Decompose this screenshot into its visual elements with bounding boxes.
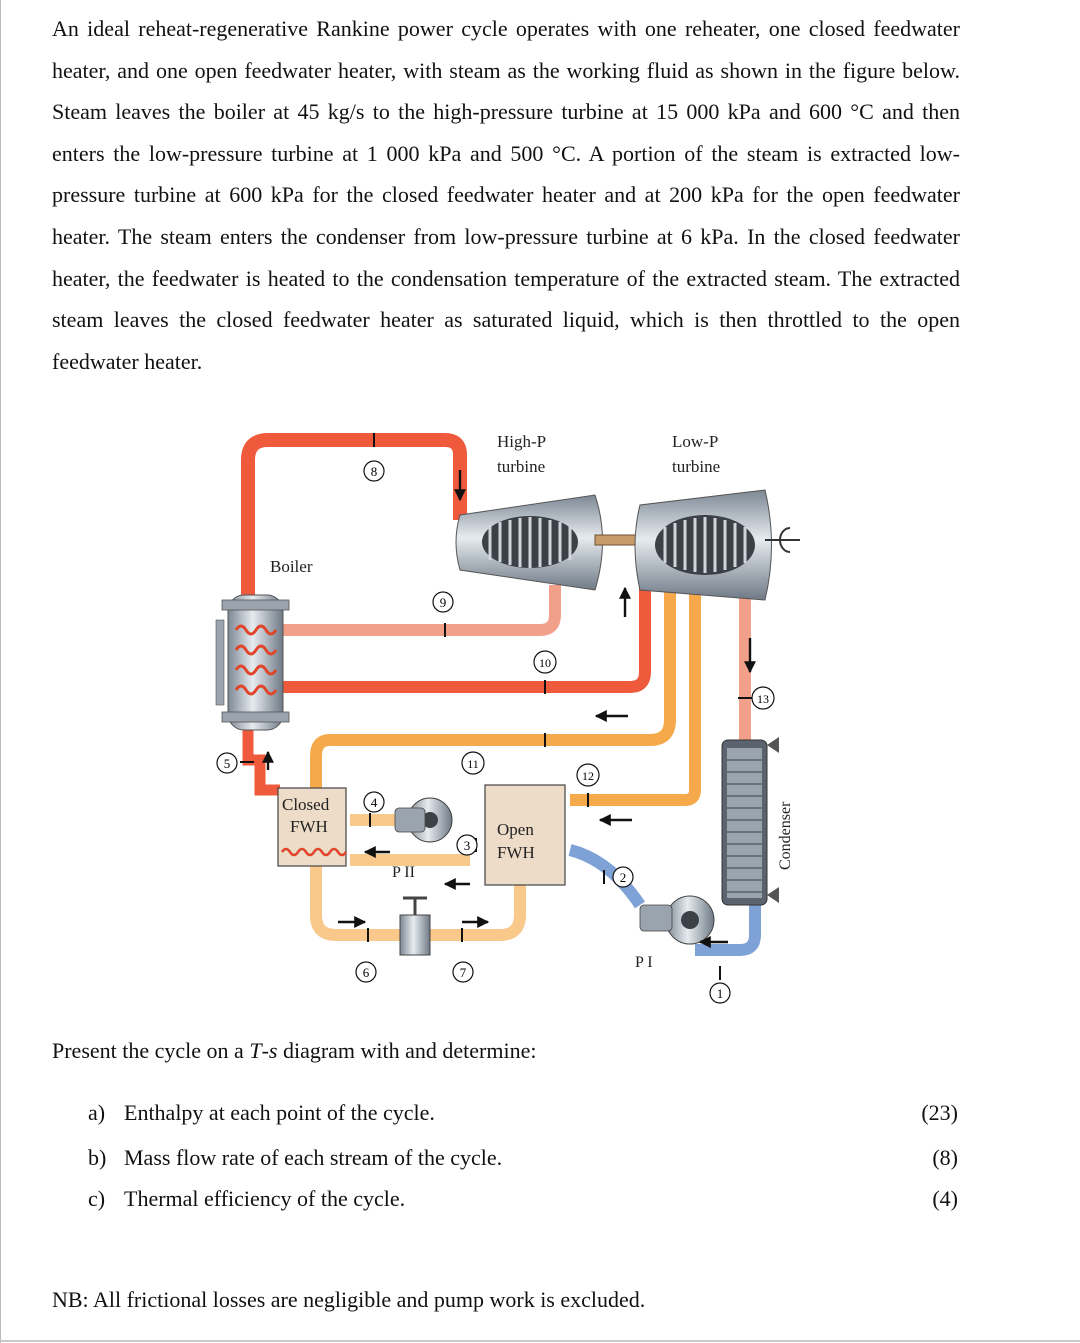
open-fwh-label-1: Open — [497, 820, 534, 839]
state-10-label — [534, 651, 556, 673]
state-6-label — [356, 962, 376, 982]
problem-line: at 6 kPa. In the closed feedwater heater, the feedwater is heated to the condensation temperature — [52, 223, 961, 291]
lp-turbine-label-2: turbine — [672, 457, 721, 476]
svg-text:12: 12 — [582, 769, 594, 783]
problem-line: and 600 °C and then enters the low-pressure turbine at 1 000 kPa and 500 °C. A portion of the — [52, 99, 961, 166]
state-5-label — [217, 753, 237, 773]
question-text: Thermal efficiency of the cycle. — [124, 1186, 406, 1211]
question-text: Enthalpy at each point of the cycle. — [124, 1100, 435, 1125]
svg-text:5: 5 — [223, 756, 231, 771]
boiler-label: Boiler — [270, 557, 313, 576]
problem-line: steam is extracted low-pressure turbine at 600 kPa for the closed feedwater heater and at 200 — [52, 140, 960, 208]
state-12-label — [577, 764, 599, 786]
question-marks: (4) — [932, 1186, 958, 1211]
rankine-cycle-diagram — [200, 425, 840, 1015]
prompt-s: s — [268, 1038, 278, 1063]
throttle-valve — [400, 898, 430, 955]
problem-line: of the extracted steam. The extracted steam leaves the closed feedwater heater as saturated — [52, 265, 961, 333]
page-left-edge — [0, 0, 1, 1343]
task-prompt — [52, 1038, 536, 1064]
problem-line: An ideal reheat-regenerative Rankine power cycle operates with one reheater, one closed — [52, 16, 865, 41]
cold-reheat-pipe-9 — [283, 585, 555, 630]
lp-turbine — [635, 490, 772, 600]
svg-text:8: 8 — [370, 464, 378, 479]
main-steam-pipe-8 — [248, 440, 460, 600]
page-bottom-edge — [0, 1340, 1080, 1342]
problem-statement — [52, 8, 960, 382]
pump-1-label: P I — [635, 954, 653, 971]
hp-turbine — [456, 495, 603, 590]
svg-text:4: 4 — [370, 795, 378, 810]
open-fwh-label-2: FWH — [497, 843, 535, 862]
state-4-label — [364, 792, 384, 812]
turbine-shaft — [595, 535, 640, 545]
state-9-label — [433, 592, 453, 612]
question-marks: (23) — [921, 1100, 958, 1125]
problem-line: feedwater heater, and one open feedwater heater, with steam as the working fluid as shown in — [52, 16, 961, 83]
boiler — [216, 595, 289, 730]
svg-text:11: 11 — [467, 757, 479, 771]
condenser — [722, 737, 779, 905]
pump-2 — [395, 798, 452, 842]
note: NB: All frictional losses are negligible and pump work is excluded. — [52, 1287, 646, 1312]
svg-text:10: 10 — [539, 656, 551, 670]
question-text: Mass flow rate of each stream of the cycle. — [124, 1145, 503, 1170]
prompt-t: T — [249, 1038, 262, 1063]
hp-turbine-label-2: turbine — [497, 457, 546, 476]
svg-text:6: 6 — [362, 965, 370, 980]
svg-text:3: 3 — [463, 838, 471, 853]
closed-fwh-label-2: FWH — [290, 817, 328, 836]
svg-text:1: 1 — [716, 986, 724, 1001]
closed-fwh-label-1: Closed — [282, 795, 330, 814]
hp-turbine-label-1: High-P — [497, 432, 547, 451]
problem-line: kPa for the open feedwater heater. The steam enters the condenser from low-pressure turbine — [52, 182, 960, 249]
svg-text:2: 2 — [619, 870, 627, 885]
question-marks: (8) — [932, 1145, 958, 1170]
state-7-label — [453, 962, 473, 982]
svg-text:7: 7 — [459, 965, 467, 980]
svg-text:13: 13 — [757, 692, 769, 706]
state-8-label — [364, 461, 384, 481]
svg-text:9: 9 — [439, 595, 447, 610]
state-11-label — [462, 752, 484, 774]
question-letter: b) — [88, 1145, 107, 1170]
prompt-dash: - — [261, 1038, 269, 1063]
question-letter: a) — [88, 1100, 106, 1125]
question-letter: c) — [88, 1186, 106, 1211]
problem-line: the figure below. Steam leaves the boiler at 45 kg/s to the high-pressure turbine at 15 000 kPa — [52, 57, 960, 125]
state-1-label — [710, 983, 730, 1003]
state-3-label — [457, 835, 477, 855]
pump-1 — [640, 896, 714, 944]
lp-turbine-label-1: Low-P — [672, 432, 719, 451]
state-2-label — [613, 867, 633, 887]
prompt-text-before: Present the cycle on a — [52, 1038, 250, 1063]
feedwater-to-boiler-pipe — [248, 730, 280, 790]
condenser-label: Condenser — [777, 801, 794, 870]
state-13-label — [752, 687, 774, 709]
prompt-text-after: diagram with and determine: — [277, 1038, 537, 1063]
pump-2-label: P II — [392, 864, 415, 881]
problem-line: liquid, which is then throttled to the open feedwater heater. — [52, 307, 960, 374]
